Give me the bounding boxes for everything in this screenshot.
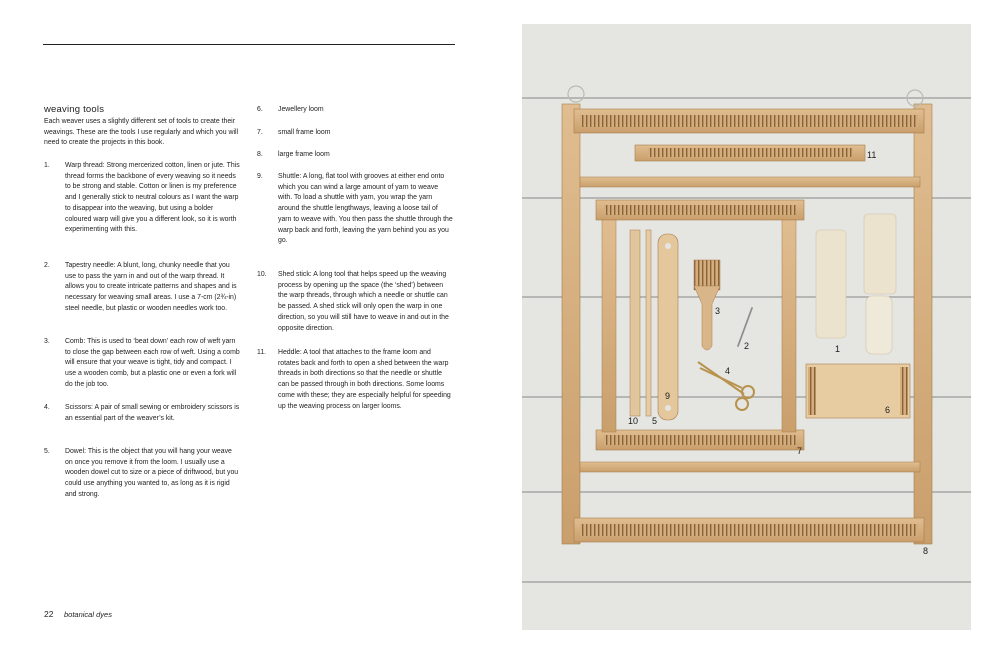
shed-stick [630,230,640,416]
photo-illustration [522,24,971,630]
label-scissors: 4 [725,366,731,376]
label-warp-thread: 1 [835,344,841,354]
heddle [635,145,865,161]
label-shed-stick: 10 [628,416,639,426]
page-number: 22 [44,609,54,619]
label-needle: 2 [744,341,750,351]
section-heading: weaving tools [44,104,105,115]
label-comb: 3 [715,306,721,316]
loom-tools-photo [522,24,971,630]
intro-paragraph: Each weaver uses a slightly different set of tools to create their weavings. These are the tools I use regularly and which you will need to create the projects in this book. [44,118,239,147]
running-footer-title: botanical dyes [64,610,112,619]
label-small-frame-loom: 7 [797,446,803,456]
label-jewellery-loom: 6 [885,405,891,415]
label-heddle: 11 [867,150,877,160]
label-large-frame-loom: 8 [923,546,929,556]
label-shuttle: 9 [665,391,671,401]
dowel [646,230,651,416]
label-dowel: 5 [652,416,658,426]
header-rule [43,44,455,45]
jewellery-loom [806,364,910,418]
